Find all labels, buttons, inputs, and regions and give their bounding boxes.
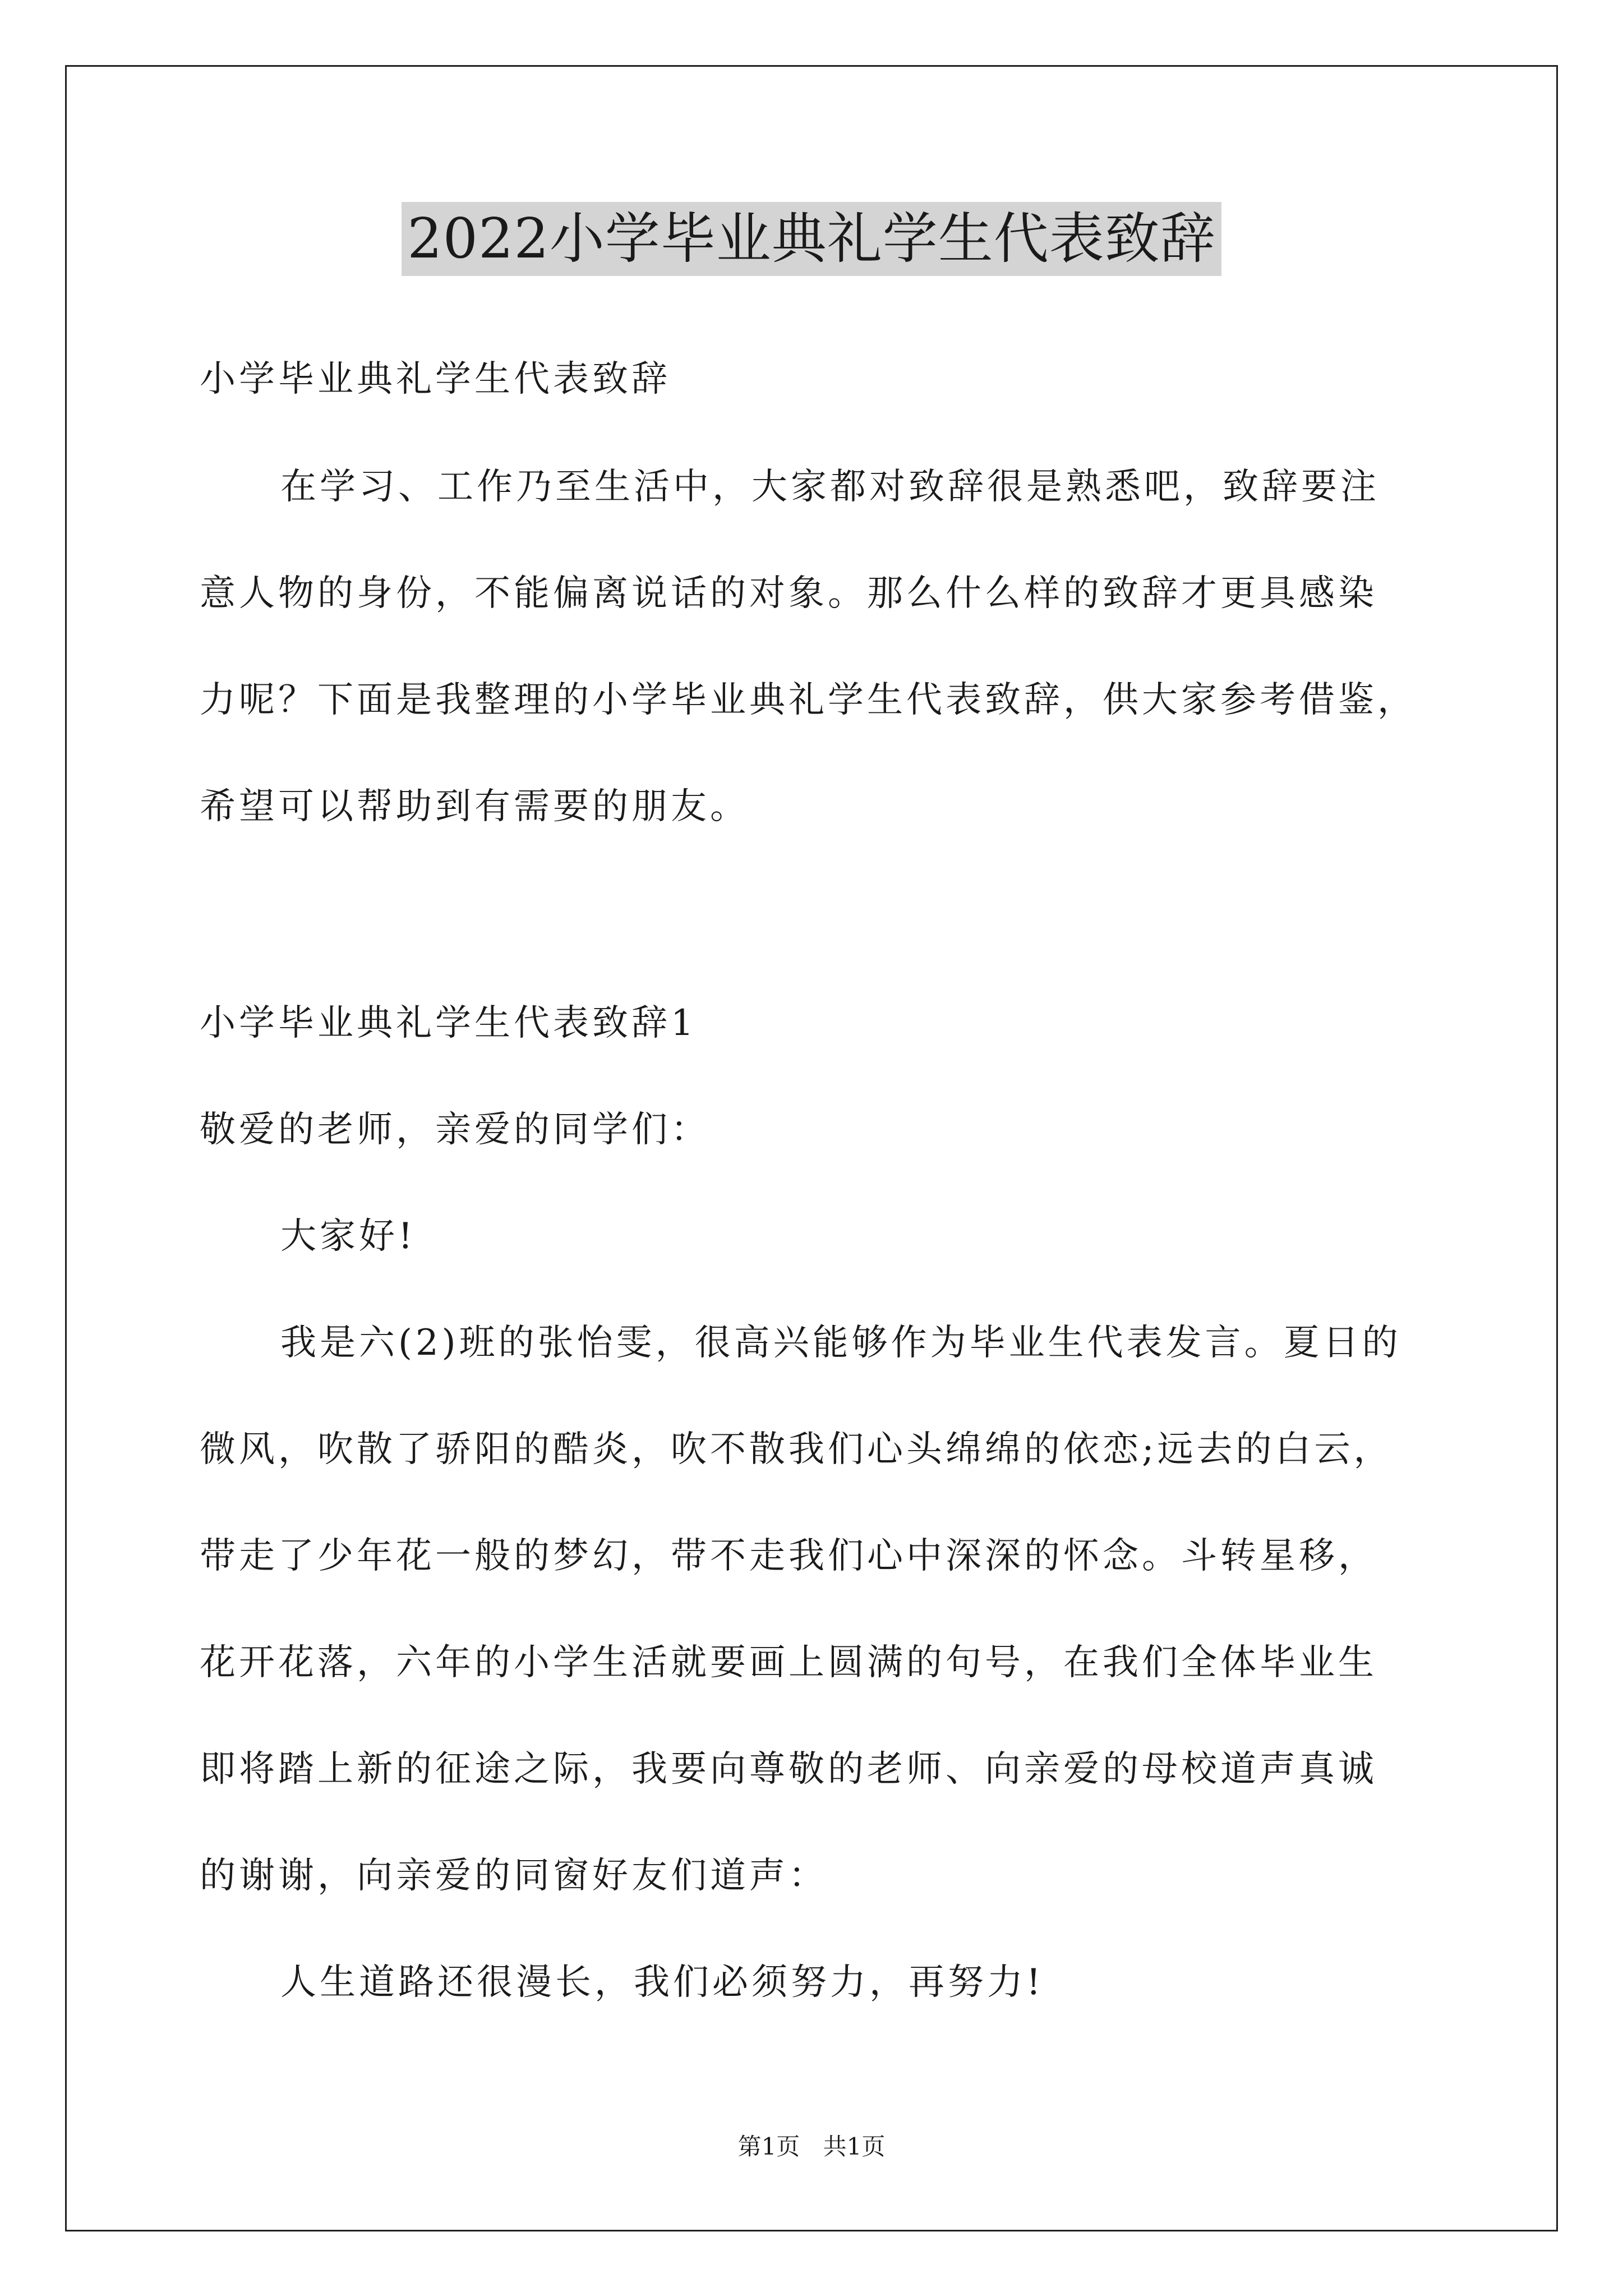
body-line-2: 微风，吹散了骄阳的酷炎，吹不散我们心头绵绵的依恋;远去的白云， (200, 1429, 1393, 1470)
body-line-3: 带走了少年花一般的梦幻，带不走我们心中深深的怀念。斗转星移， (200, 1535, 1377, 1577)
intro-line-3: 力呢？下面是我整理的小学毕业典礼学生代表致辞，供大家参考借鉴， (200, 679, 1417, 721)
section-heading: 小学毕业典礼学生代表致辞1 (200, 1002, 697, 1044)
page-number: 第1页 (737, 2133, 800, 2160)
salutation: 敬爱的老师，亲爱的同学们： (200, 1109, 710, 1151)
greeting: 大家好! (280, 1216, 416, 1257)
subtitle: 小学毕业典礼学生代表致辞 (200, 358, 671, 400)
intro-line-1: 在学习、工作乃至生活中，大家都对致辞很是熟悉吧，致辞要注 (280, 466, 1380, 508)
page-total: 共1页 (823, 2133, 886, 2160)
page-footer (0, 2132, 1623, 2162)
intro-line-4: 希望可以帮助到有需要的朋友。 (200, 786, 749, 827)
body-line-6: 的谢谢，向亲爱的同窗好友们道声： (200, 1855, 828, 1897)
document-title: 2022小学毕业典礼学生代表致辞 (402, 202, 1221, 276)
closing-line: 人生道路还很漫长，我们必须努力，再努力! (280, 1962, 1044, 2003)
title-container (0, 202, 1623, 276)
body-line-1: 我是六(2)班的张怡雯，很高兴能够作为毕业生代表发言。夏日的 (280, 1322, 1401, 1364)
body-line-5: 即将踏上新的征途之际，我要向尊敬的老师、向亲爱的母校道声真诚 (200, 1749, 1377, 1790)
intro-line-2: 意人物的身份，不能偏离说话的对象。那么什么样的致辞才更具感染 (200, 573, 1377, 614)
body-line-4: 花开花落，六年的小学生活就要画上圆满的句号，在我们全体毕业生 (200, 1642, 1377, 1683)
